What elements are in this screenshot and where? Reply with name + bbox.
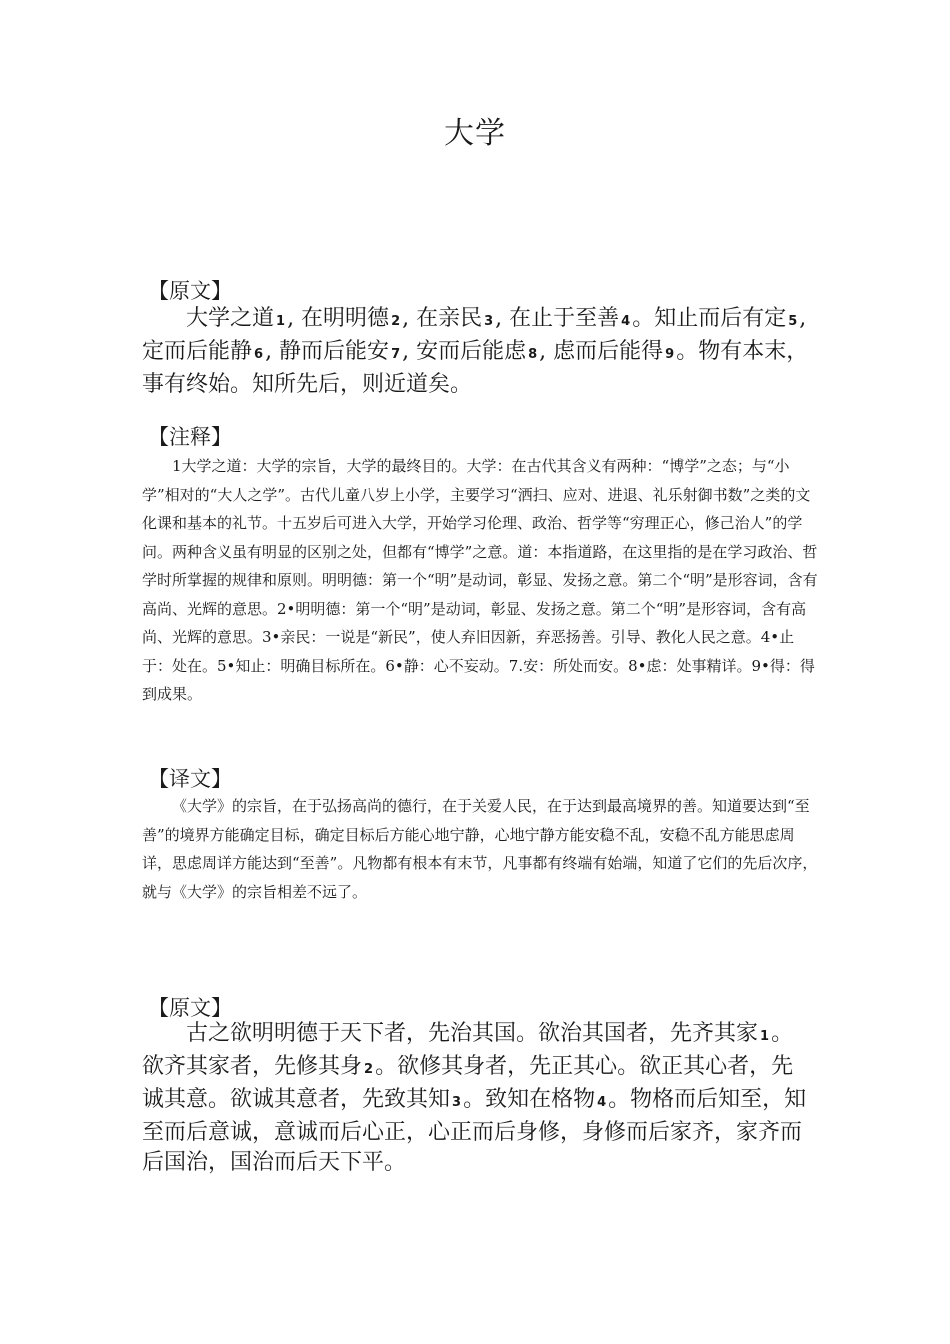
footnote-marker: 3 (452, 1095, 462, 1110)
section1-yuanwen-body (142, 304, 812, 400)
text-run: , 静而后能安 (265, 339, 390, 364)
section1-yuanwen-paragraph (142, 304, 812, 400)
text-run: 。知止而后有定 (632, 306, 787, 331)
page-title: 大学 (444, 116, 506, 151)
footnote-marker: 2 (391, 314, 401, 329)
footnote-marker: 8 (528, 347, 538, 362)
footnote-marker: 2 (364, 1062, 374, 1077)
footnote-marker: 7 (391, 347, 401, 362)
section1-yuanwen-heading: 【原文】 (148, 279, 232, 303)
text-run: 。物格而后知至，知至而后意诚，意诚而后心正，心正而后身修，身修而后家齐，家齐而后国治，国治而后天下平。 (142, 1087, 807, 1175)
footnote-marker: 9 (665, 347, 675, 362)
section2-yuanwen-paragraph (142, 1019, 812, 1178)
section2-yuanwen-body (142, 1019, 812, 1178)
text-run: , 在亲民 (402, 306, 483, 331)
footnote-marker: 3 (484, 314, 494, 329)
footnote-marker: 1 (760, 1029, 770, 1044)
text-run: , 在明明德 (287, 306, 390, 331)
section2-yuanwen-heading: 【原文】 (148, 996, 232, 1020)
text-run: , 虑而后能得 (539, 339, 664, 364)
section1-zhushi-heading: 【注释】 (148, 425, 232, 449)
footnote-marker: 5 (788, 314, 798, 329)
text-run: 。欲修其身者，先正其心。欲正其心者，先诚其意。欲诚其意者，先致其知 (142, 1054, 794, 1112)
text-run: 大学之道 (186, 306, 275, 331)
section1-yiwen-paragraph: 《大学》的宗旨，在于弘扬高尚的德行，在于关爱人民，在于达到最高境界的善。知道要达到“至善”的境界方能确定目标，确定目标后方能心地宁静，心地宁静方能安稳不乱，安稳不乱方能思虑周详，思虑周详方能达到“至善”。凡物都有根本有末节，凡事都有终端有始端，知道了它们的先后次序，就与《大学》的宗旨相差不远了。 (142, 797, 818, 901)
footnote-marker: 6 (254, 347, 264, 362)
section1-zhushi-paragraph: 1大学之道：大学的宗旨，大学的最终目的。大学：在古代其含义有两种：“博学”之态；与“小学”相对的“大人之学”。古代儿童八岁上小学，主要学习“洒扫、应对、进退、礼乐射御书数”之类的文化课和基本的礼节。十五岁后可进入大学，开始学习伦理、政治、哲学等“穷理正心，修己治人”的学问。两种含义虽有明显的区别之处，但都有“博学”之意。道：本指道路，在这里指的是在学习政治、哲学时所掌握的规律和原则。明明德：第一个“明”是动词，彰显、发扬之意。第二个“明”是形容词，含有高尚、光辉的意思。2•明明德：第一个“明”是动词，彰显、发扬之意。第二个“明”是形容词，含有高尚、光辉的意思。3•亲民：一说是“新民”，使人弃旧因新，弃恶扬善。引导、教化人民之意。4•止于：处在。5•知止：明确目标所在。6•静：心不妄动。7.安：所处而安。8•虑：处事精详。9•得：得到成果。 (142, 457, 818, 703)
text-run: 。物有本末，事有终始。知所先后，则近道矣。 (142, 339, 809, 397)
text-run: , 在止于至善 (495, 306, 620, 331)
section1-zhushi-body (142, 452, 822, 709)
text-run: 古之欲明明德于天下者，先治其国。欲治其国者，先齐其家 (186, 1021, 759, 1046)
text-run: 。致知在格物 (463, 1087, 596, 1112)
footnote-marker: 4 (597, 1095, 607, 1110)
text-run: , 安而后能虑 (402, 339, 527, 364)
text-run: 。欲齐其家者，先修其身 (142, 1021, 794, 1079)
footnote-marker: 4 (621, 314, 631, 329)
section1-yiwen-body (142, 792, 822, 906)
text-run: , 定而后能静 (142, 306, 807, 364)
section1-yiwen-heading: 【译文】 (148, 767, 232, 791)
footnote-marker: 1 (276, 314, 286, 329)
